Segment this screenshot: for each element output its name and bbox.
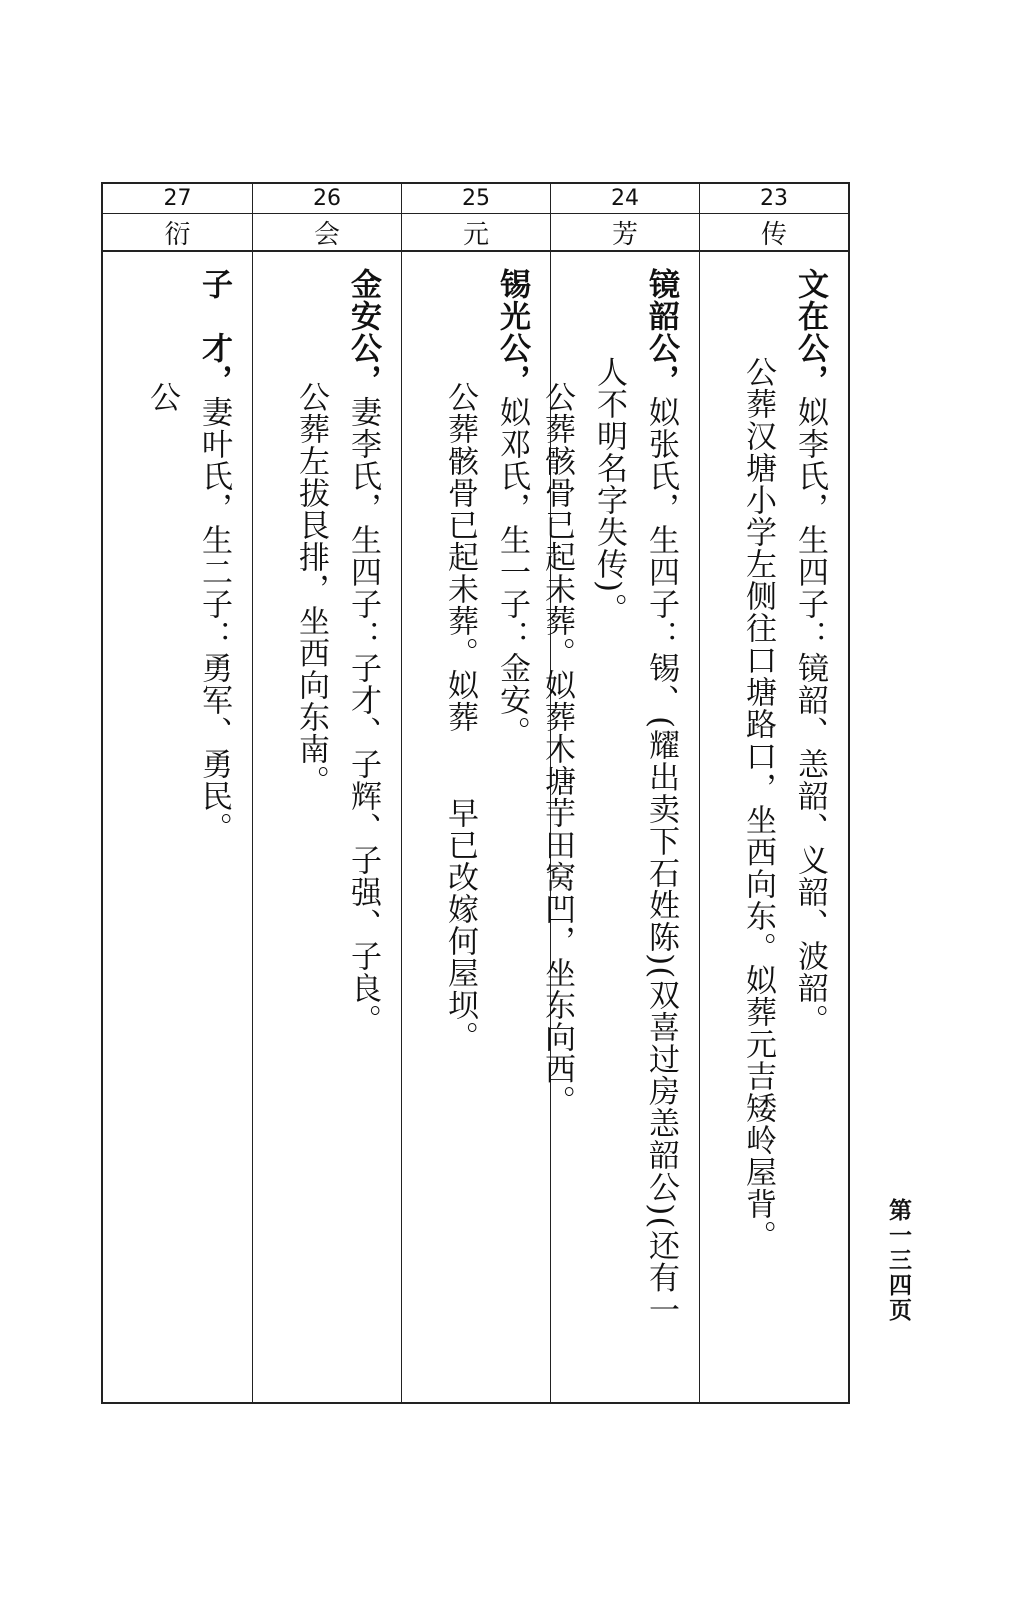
- person-name: 文在公，: [792, 268, 828, 396]
- generation-column-24: [539, 184, 699, 1402]
- entry-detail: 姒张氏，生四子：锡、(耀出卖下石姓陈)(双喜过房恙韶公)(还有一: [643, 396, 679, 1326]
- entry-line: [488, 268, 536, 1402]
- entry-text: [103, 252, 252, 1402]
- entry-line: [190, 268, 238, 1402]
- entry-line: 公: [144, 381, 180, 413]
- generation-number: 24: [551, 184, 699, 214]
- page-number: 第一三四页: [885, 1198, 912, 1323]
- entry-text: [402, 252, 550, 1402]
- entry-line: 公葬骸骨已起未葬。姒葬木塘芋田窝凹，坐东向西。: [539, 381, 575, 1117]
- person-name: 金安公，: [345, 268, 381, 396]
- entry-detail: 妻叶氏，生二子：勇军、勇民。: [196, 396, 232, 844]
- genealogy-table: [101, 182, 850, 1404]
- generation-character: 衍: [103, 214, 252, 252]
- generation-number: 27: [103, 184, 252, 214]
- entry-text: [539, 252, 699, 1402]
- entry-line: [339, 268, 387, 1402]
- entry-line: [637, 268, 685, 1402]
- person-name: 子 才，: [196, 268, 232, 396]
- generation-number: 26: [253, 184, 401, 214]
- person-name: 镜韶公，: [643, 268, 679, 396]
- generation-number: 23: [700, 184, 848, 214]
- entry-text: [253, 252, 401, 1402]
- generation-character: 元: [402, 214, 550, 252]
- entry-line: 人不明名字失传)。: [591, 356, 627, 626]
- person-name: 锡光公，: [494, 268, 530, 396]
- entry-line: [786, 268, 834, 1402]
- generation-character: 会: [253, 214, 401, 252]
- generation-column-25: [401, 184, 550, 1402]
- entry-detail: 姒李氏，生四子：镜韶、恙韶、义韶、波韶。: [792, 396, 828, 1036]
- generation-character: 芳: [551, 214, 699, 252]
- generation-column-27: [103, 184, 252, 1402]
- entry-detail: 妻李氏，生四子：子才、子辉、子强、子良。: [345, 396, 381, 1036]
- entry-line: 公葬左拔艮排，坐西向东南。: [293, 381, 329, 797]
- entry-text: [700, 252, 848, 1402]
- entry-detail: 姒邓氏，生一子：金安。: [494, 396, 530, 748]
- entry-line: 公葬骸骨已起未葬。姒葬 早已改嫁何屋坝。: [442, 381, 478, 1053]
- generation-column-23: [699, 184, 848, 1402]
- generation-number: 25: [402, 184, 550, 214]
- generation-column-26: [252, 184, 401, 1402]
- entry-line: 公葬汉塘小学左侧往口塘路口，坐西向东。姒葬元吉矮岭屋背。: [740, 356, 776, 1252]
- generation-character: 传: [700, 214, 848, 252]
